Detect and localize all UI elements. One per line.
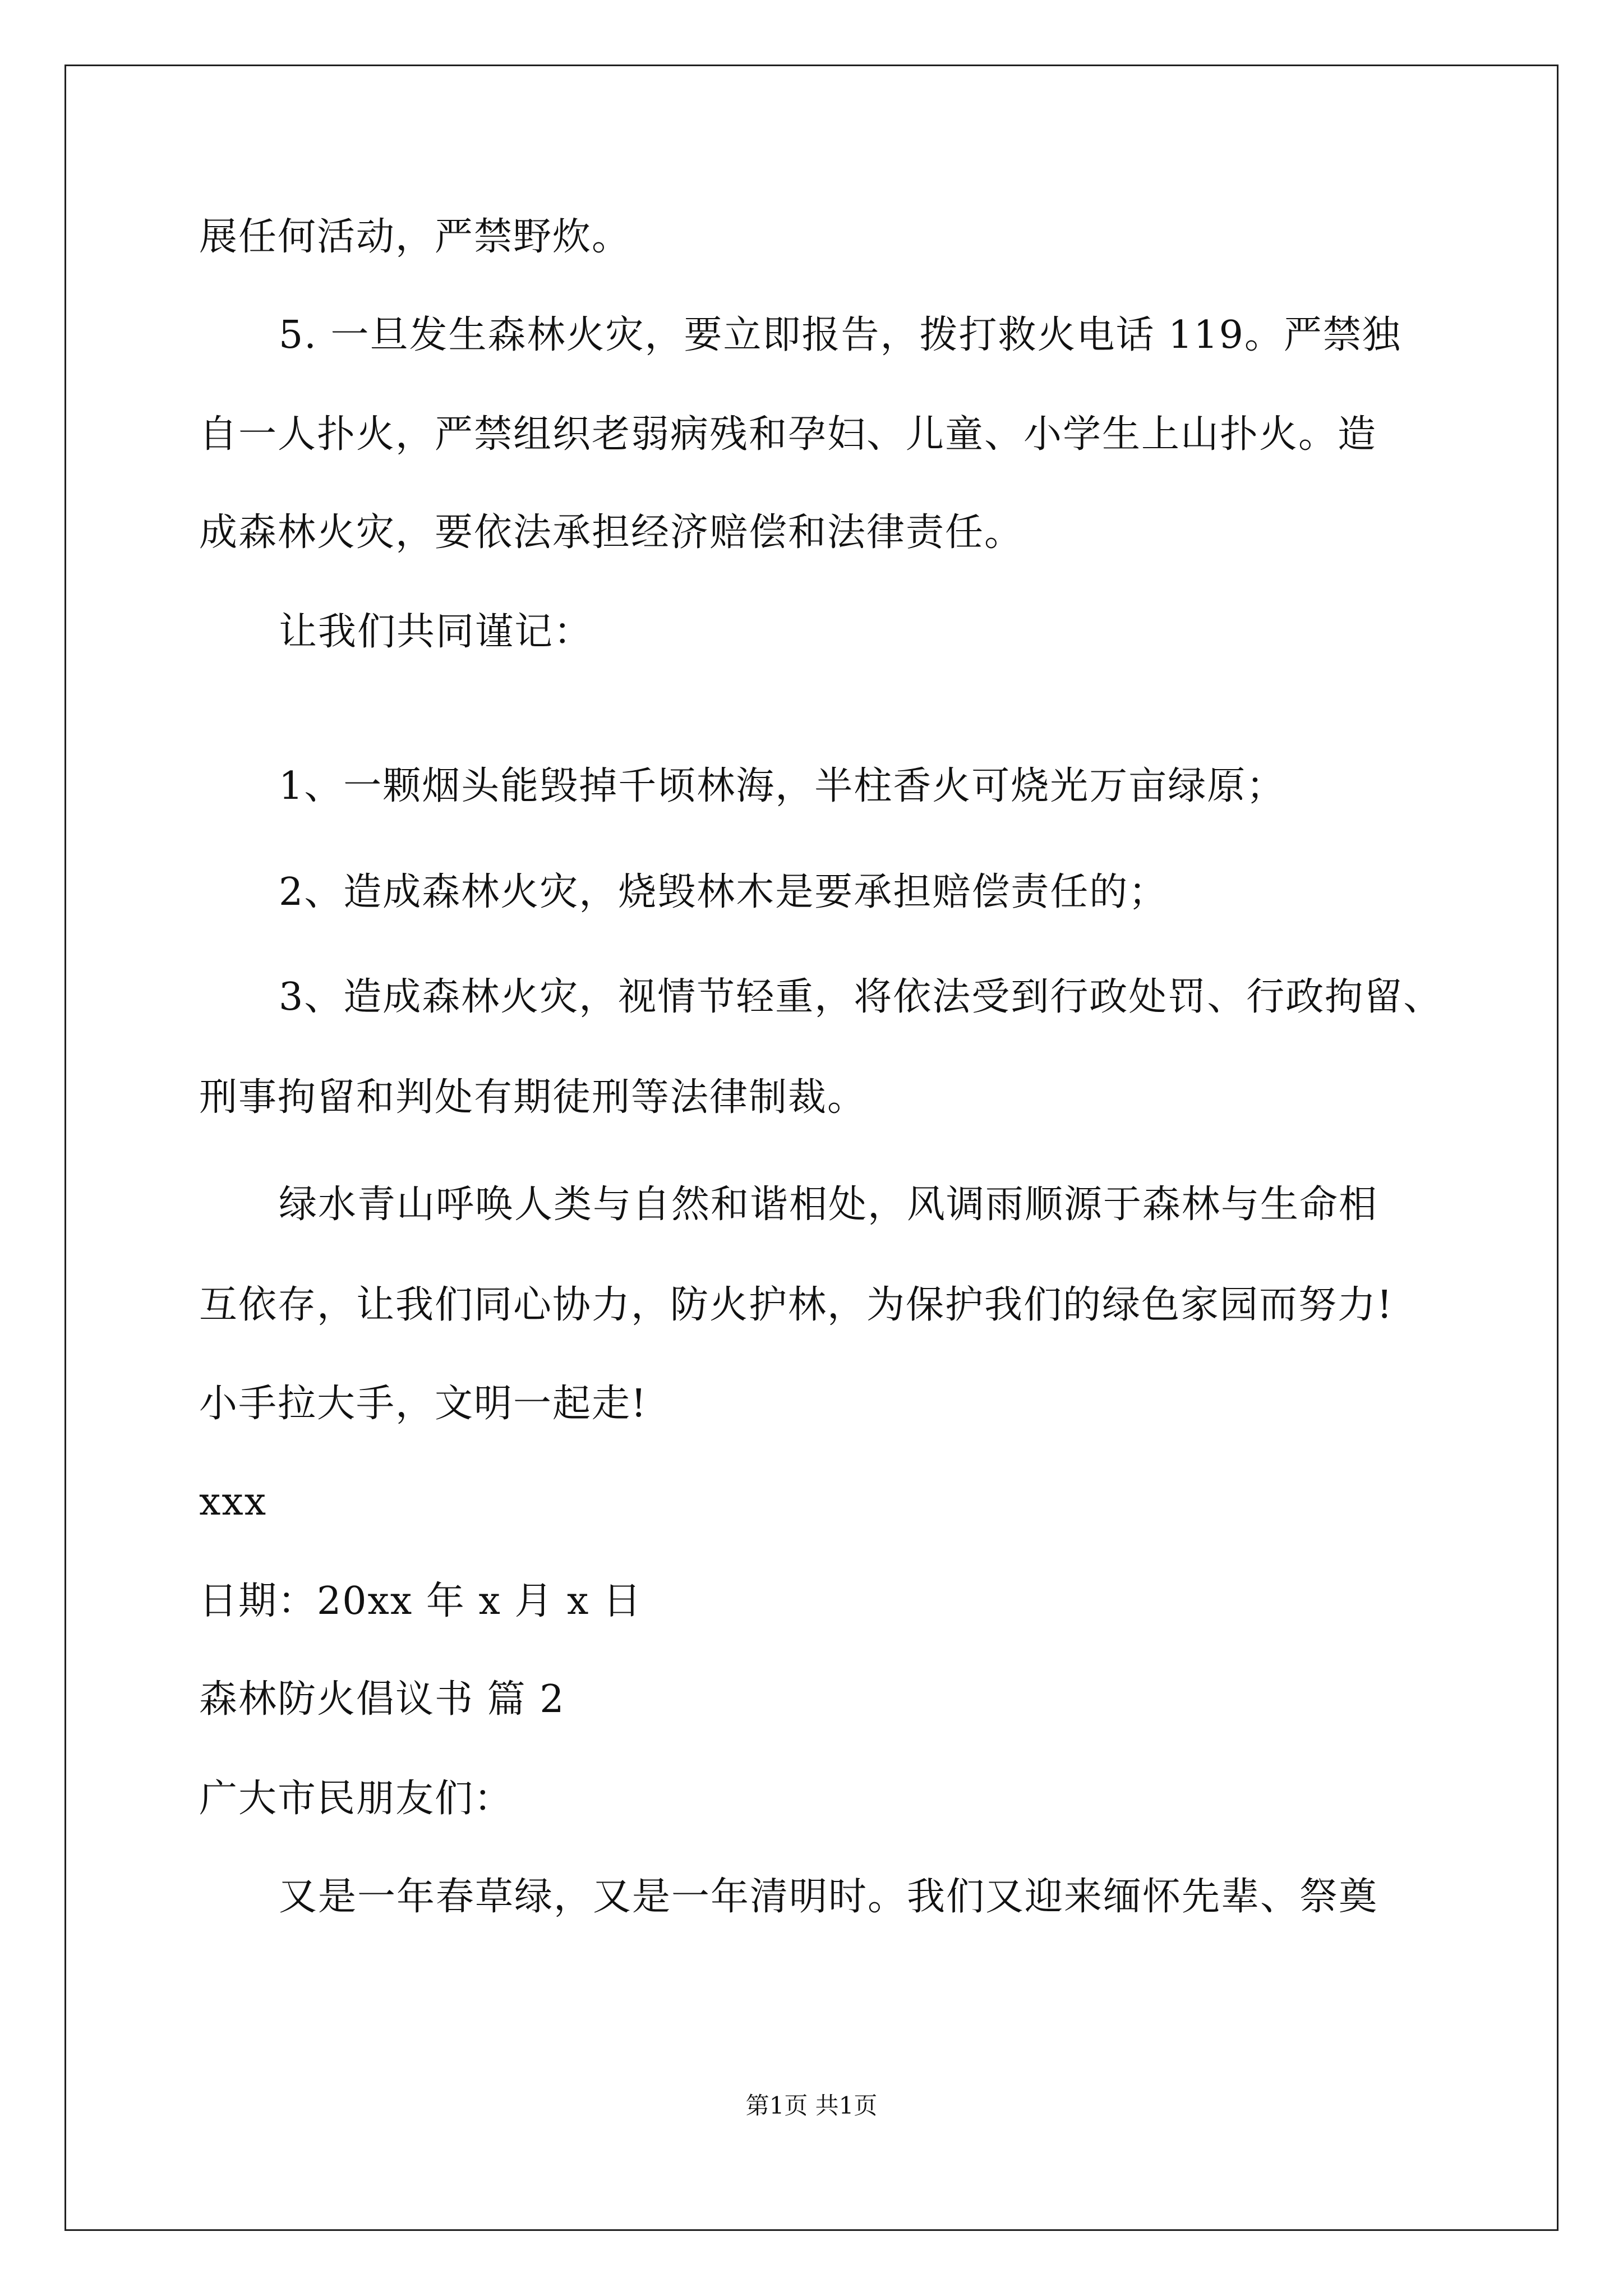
paragraph-line: 自一人扑火，严禁组织老弱病残和孕妇、儿童、小学生上山扑火。造 xyxy=(199,412,1377,457)
date-line: 日期：20xx 年 x 月 x 日 xyxy=(199,1579,643,1623)
paragraph-line: 1、一颗烟头能毁掉千顷林海，半柱香火可烧光万亩绿原； xyxy=(279,764,1286,808)
paragraph-line: 刑事拘留和判处有期徒刑等法律制裁。 xyxy=(199,1075,867,1120)
paragraph-line: 2、造成森林火灾，烧毁林木是要承担赔偿责任的； xyxy=(279,870,1168,914)
paragraph-line: 绿水青山呼唤人类与自然和谐相处，风调雨顺源于森林与生命相 xyxy=(279,1182,1378,1227)
paragraph-line: 5. 一旦发生森林火灾，要立即报告，拨打救火电话 119。严禁独 xyxy=(279,313,1401,357)
signature-line: xxx xyxy=(199,1480,268,1524)
paragraph-line: 成森林火灾，要依法承担经济赔偿和法律责任。 xyxy=(199,510,1024,555)
paragraph-line: 又是一年春草绿，又是一年清明时。我们又迎来缅怀先辈、祭奠 xyxy=(279,1875,1378,1919)
paragraph-line: 展任何活动，严禁野炊。 xyxy=(199,215,631,259)
section-heading: 森林防火倡议书 篇 2 xyxy=(199,1677,565,1722)
paragraph-line: 3、造成森林火灾，视情节轻重，将依法受到行政处罚、行政拘留、 xyxy=(279,975,1443,1019)
page-number-footer: 第1页 共1页 xyxy=(745,2092,878,2119)
paragraph-line: 让我们共同谨记： xyxy=(279,610,593,654)
salutation-line: 广大市民朋友们： xyxy=(199,1777,514,1821)
paragraph-line: 互依存，让我们同心协力，防火护林，为保护我们的绿色家园而努力! xyxy=(199,1283,1394,1327)
paragraph-line: 小手拉大手，文明一起走! xyxy=(199,1382,648,1426)
